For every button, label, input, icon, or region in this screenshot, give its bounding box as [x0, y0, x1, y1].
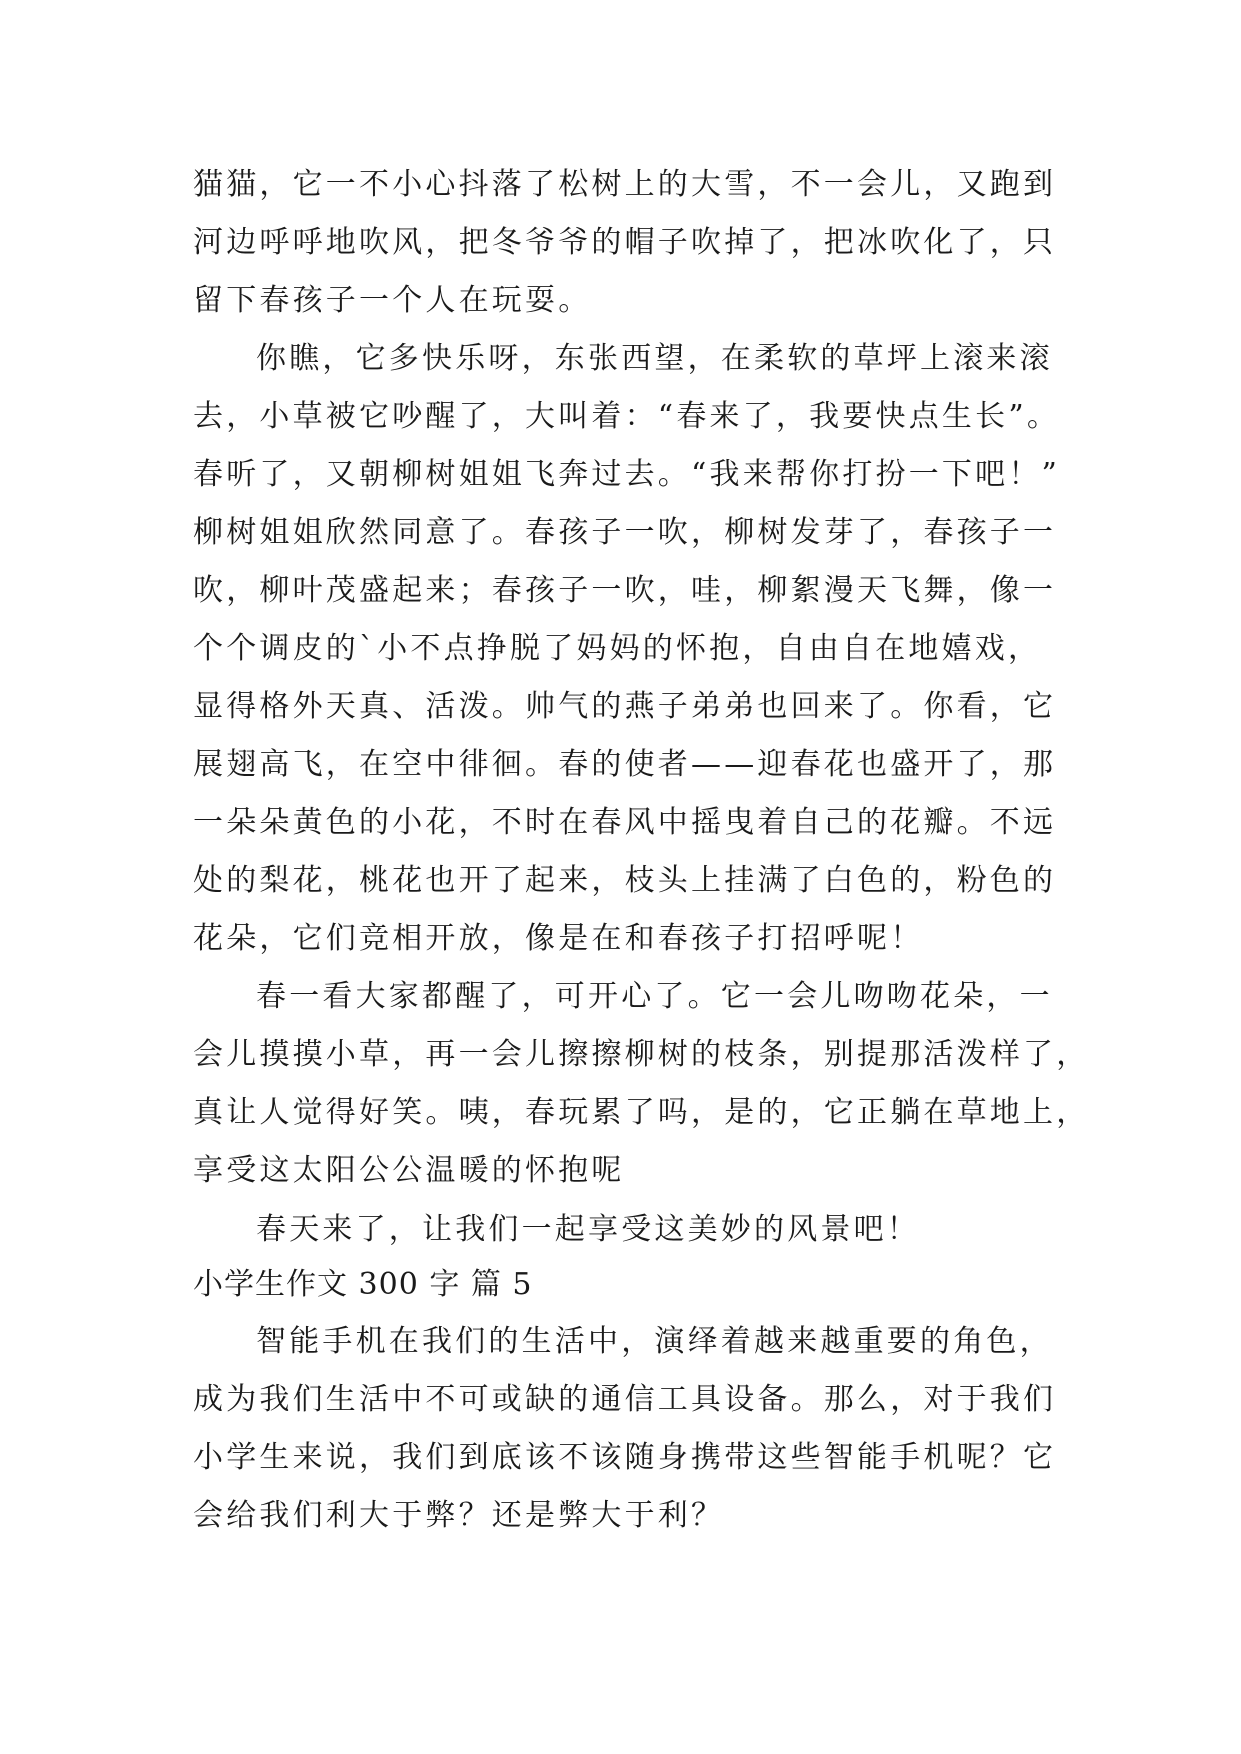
paragraph-first-line: 春天来了，让我们一起享受这美妙的风景吧！: [256, 1212, 920, 1247]
text-line: 一朵朵黄色的小花，不时在春风中摇曳着自己的花瓣。不远: [193, 805, 1057, 840]
text-line: 猫猫，它一不小心抖落了松树上的大雪，不一会儿，又跑到: [193, 167, 1057, 202]
text-line: 河边呼呼地吹风，把冬爷爷的帽子吹掉了，把冰吹化了，只: [193, 225, 1057, 260]
text-line: 真让人觉得好笑。咦，春玩累了吗，是的，它正躺在草地上，: [193, 1095, 1090, 1130]
text-line: 展翅高飞，在空中徘徊。春的使者——迎春花也盛开了，那: [193, 747, 1057, 782]
text-line: 春听了，又朝柳树姐姐飞奔过去。“我来帮你打扮一下吧！”: [193, 457, 1061, 492]
text-line: 享受这太阳公公温暖的怀抱呢: [193, 1153, 625, 1188]
text-line: 吹，柳叶茂盛起来；春孩子一吹，哇，柳絮漫天飞舞，像一: [193, 573, 1057, 608]
text-line: 花朵，它们竞相开放，像是在和春孩子打招呼呢！: [193, 921, 924, 956]
text-line: 显得格外天真、活泼。帅气的燕子弟弟也回来了。你看，它: [193, 689, 1057, 724]
text-line: 会给我们利大于弊？还是弊大于利？: [193, 1498, 725, 1533]
paragraph-first-line: 智能手机在我们的生活中，演绎着越来越重要的角色，: [256, 1324, 1053, 1359]
text-line: 柳树姐姐欣然同意了。春孩子一吹，柳树发芽了，春孩子一: [193, 515, 1057, 550]
text-line: 成为我们生活中不可或缺的通信工具设备。那么，对于我们: [193, 1382, 1057, 1417]
paragraph-first-line: 春一看大家都醒了，可开心了。它一会儿吻吻花朵，一: [256, 979, 1053, 1014]
text-line: 会儿摸摸小草，再一会儿擦擦柳树的枝条，别提那活泼样了，: [193, 1037, 1090, 1072]
text-line: 去，小草被它吵醒了，大叫着：“春来了，我要快点生长”。: [193, 399, 1061, 434]
text-line: 留下春孩子一个人在玩耍。: [193, 283, 592, 318]
text-line: 处的梨花，桃花也开了起来，枝头上挂满了白色的，粉色的: [193, 863, 1057, 898]
paragraph-first-line: 你瞧，它多快乐呀，东张西望，在柔软的草坪上滚来滚: [256, 341, 1053, 376]
section-heading: 小学生作文 300 字 篇 5: [193, 1267, 533, 1302]
text-line: 小学生来说，我们到底该不该随身携带这些智能手机呢？它: [193, 1440, 1057, 1475]
text-line: 个个调皮的`小不点挣脱了妈妈的怀抱，自由自在地嬉戏，: [193, 631, 1042, 666]
